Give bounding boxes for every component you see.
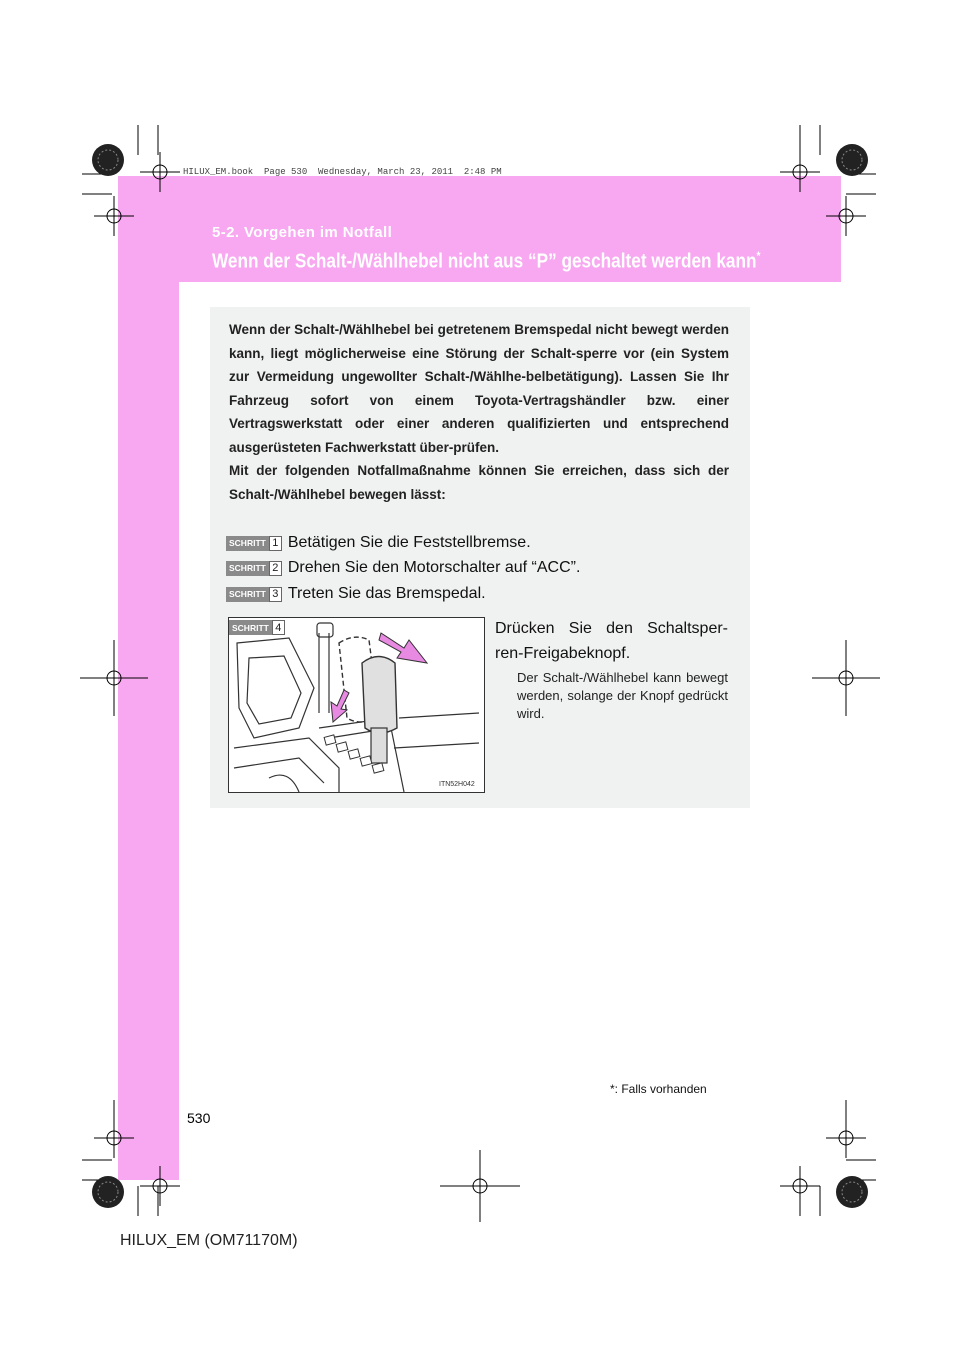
step-text: Betätigen Sie die Feststellbremse. (287, 534, 531, 551)
intro-paragraph-1: Wenn der Schalt-/Wählhebel bei getretenem Bremspedal nicht bewegt werden kann, liegt möglicherweise eine Störung der Schalt-sperre vor (ein System zur Vermeidung ungewollter Schalt-/Wählhe-belbetätigung). Lassen Sie Ihr Fahrzeug sofort von einem Toyota-Vertragshändler bzw. einer Vertragswerkstatt oder einer anderen qualifizierten und entsprechend ausgerüsteten Fachwerkstatt über-prüfen. (229, 322, 729, 455)
illustration-code: ITN52H042 (439, 781, 475, 788)
step-4-note: Der Schalt-/Wählhebel kann bewegt werden, solange der Knopf gedrückt wird. (517, 670, 728, 721)
page-number: 530 (187, 1110, 211, 1126)
model-code: HILUX_EM (OM71170M) (120, 1232, 298, 1249)
heading-asterisk: * (756, 249, 761, 263)
step-4-badge: SCHRITT 4 (229, 620, 285, 635)
step-4-line-1: Drücken Sie den Schaltsper- (495, 620, 728, 637)
step-text: Treten Sie das Bremspedal. (287, 585, 486, 602)
step-text: Drehen Sie den Motorschalter auf “ACC”. (287, 559, 581, 576)
footnote-text: : Falls vorhanden (614, 1082, 707, 1096)
section-title: 5-2. Vorgehen im Notfall (212, 224, 393, 241)
intro-paragraph-2: Mit der folgenden Notfallmaßnahme können Sie erreichen, dass sich der Schalt-/Wählhebel bewegen lässt: (229, 463, 729, 502)
heading-text: Wenn der Schalt-/Wählhebel nicht aus “P” geschaltet werden kann (212, 250, 757, 273)
step-badge: SCHRITT 3 (226, 587, 282, 602)
step-badge: SCHRITT 1 (226, 536, 282, 551)
step-4-line-2: ren-Freigabeknopf. (495, 645, 631, 662)
step-badge: SCHRITT 2 (226, 561, 282, 576)
footnote-asterisk: * (610, 1082, 615, 1096)
book-info-line: HILUX_EM.book Page 530 Wednesday, March 23, 2011 2:48 PM (183, 167, 502, 177)
